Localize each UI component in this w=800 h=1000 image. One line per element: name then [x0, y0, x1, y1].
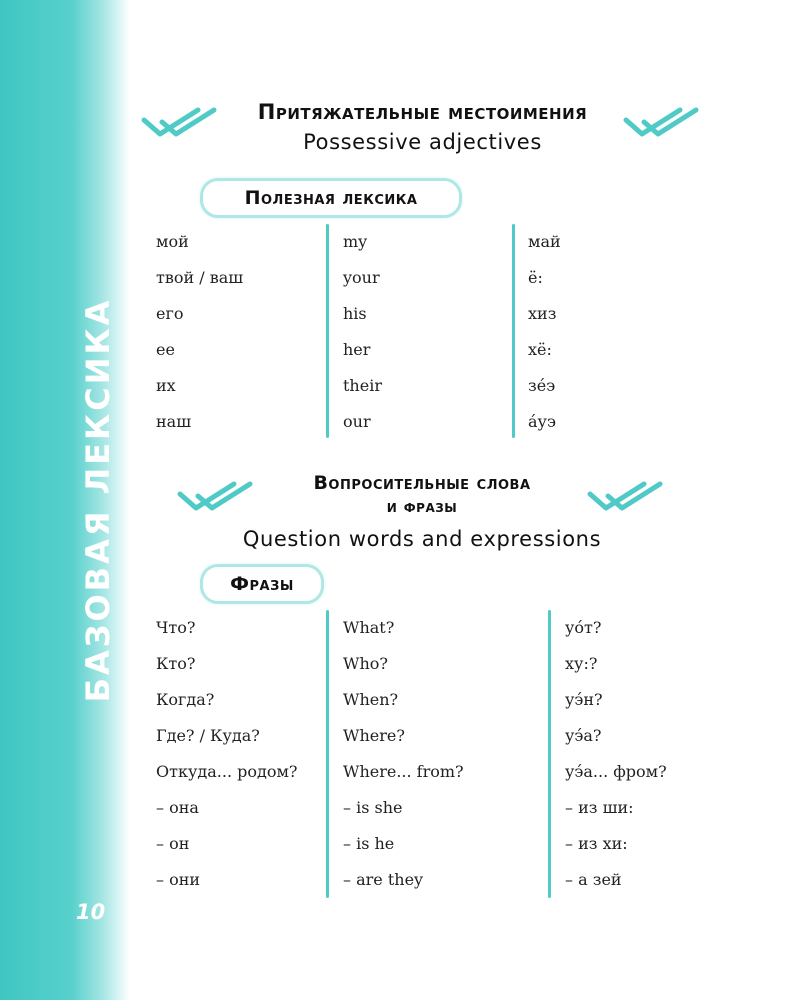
checkmark-icon: [176, 478, 256, 514]
vocab-cell-ru: – она: [156, 798, 199, 817]
vocab-cell-ru: твой / ваш: [156, 268, 244, 287]
vocab-cell-tr: – а зей: [565, 870, 622, 889]
vocab-cell-ru: их: [156, 376, 176, 395]
section2-column-english: [343, 610, 464, 898]
vocab-cell-en: my: [343, 232, 368, 251]
section1-column-transcription: [528, 224, 561, 440]
vocab-cell-tr: а́уэ: [528, 412, 556, 431]
vocab-cell-en: her: [343, 340, 371, 359]
section2-column-russian: [156, 610, 298, 898]
vocab-cell-ru: – они: [156, 870, 201, 889]
vocab-cell-en: What?: [343, 618, 395, 637]
section2-tag: Фразы: [200, 564, 324, 604]
section2-title-line2: и фразы: [386, 497, 458, 517]
vocab-cell-ru: Что?: [156, 618, 196, 637]
vocab-cell-ru: Откуда... родом?: [156, 762, 298, 781]
column-divider: [548, 610, 551, 898]
checkmark-icon: [622, 104, 702, 140]
vocab-cell-tr: хиз: [528, 304, 557, 323]
section1-column-russian: [156, 224, 243, 440]
checkmark-icon: [586, 478, 666, 514]
vocab-cell-en: – is she: [343, 798, 403, 817]
vocab-cell-tr: – из ши:: [565, 798, 634, 817]
vocab-cell-ru: Когда?: [156, 690, 215, 709]
vocab-cell-tr: май: [528, 232, 561, 251]
vocab-cell-en: your: [343, 268, 380, 287]
vocab-cell-en: Where?: [343, 726, 405, 745]
vocab-cell-tr: уэ́н?: [565, 690, 603, 709]
vocab-cell-tr: ё:: [528, 268, 543, 287]
column-divider: [326, 610, 329, 898]
vocab-cell-ru: Кто?: [156, 654, 196, 673]
column-divider: [512, 224, 515, 438]
section2-column-transcription: [565, 610, 667, 898]
vocab-cell-tr: уо́т?: [565, 618, 602, 637]
page-number: 10: [76, 900, 106, 924]
vocab-cell-en: – is he: [343, 834, 395, 853]
section1-title: Притяжательные местоимения: [257, 100, 588, 124]
section1-subtitle: Possessive adjectives: [303, 130, 542, 154]
vocab-cell-ru: Где? / Куда?: [156, 726, 260, 745]
vocab-cell-en: When?: [343, 690, 399, 709]
vocab-cell-tr: уэ́а... фром?: [565, 762, 667, 781]
vocab-cell-en: Who?: [343, 654, 388, 673]
checkmark-icon: [140, 104, 220, 140]
vocab-cell-tr: ху:?: [565, 654, 598, 673]
section1-tag: Полезная лексика: [200, 178, 462, 218]
vocab-cell-en: his: [343, 304, 367, 323]
vocab-cell-en: Where... from?: [343, 762, 464, 781]
chapter-title: БАЗОВАЯ ЛЕКСИКА: [79, 297, 117, 703]
vocab-cell-en: – are they: [343, 870, 424, 889]
vocab-cell-tr: хё:: [528, 340, 552, 359]
vocab-cell-ru: ее: [156, 340, 175, 359]
vocab-cell-ru: – он: [156, 834, 190, 853]
section2-title-line1: Вопросительные слова: [313, 472, 531, 494]
section1-column-english: [343, 224, 382, 440]
vocab-cell-ru: мой: [156, 232, 189, 251]
vocab-cell-tr: уэ́а?: [565, 726, 602, 745]
column-divider: [326, 224, 329, 438]
vocab-cell-ru: его: [156, 304, 184, 323]
section2-subtitle: Question words and expressions: [242, 527, 602, 551]
vocab-cell-en: our: [343, 412, 371, 431]
vocab-cell-ru: наш: [156, 412, 192, 431]
vocab-cell-en: their: [343, 376, 382, 395]
vocab-cell-tr: – из хи:: [565, 834, 628, 853]
vocab-cell-tr: зе́э: [528, 376, 556, 395]
